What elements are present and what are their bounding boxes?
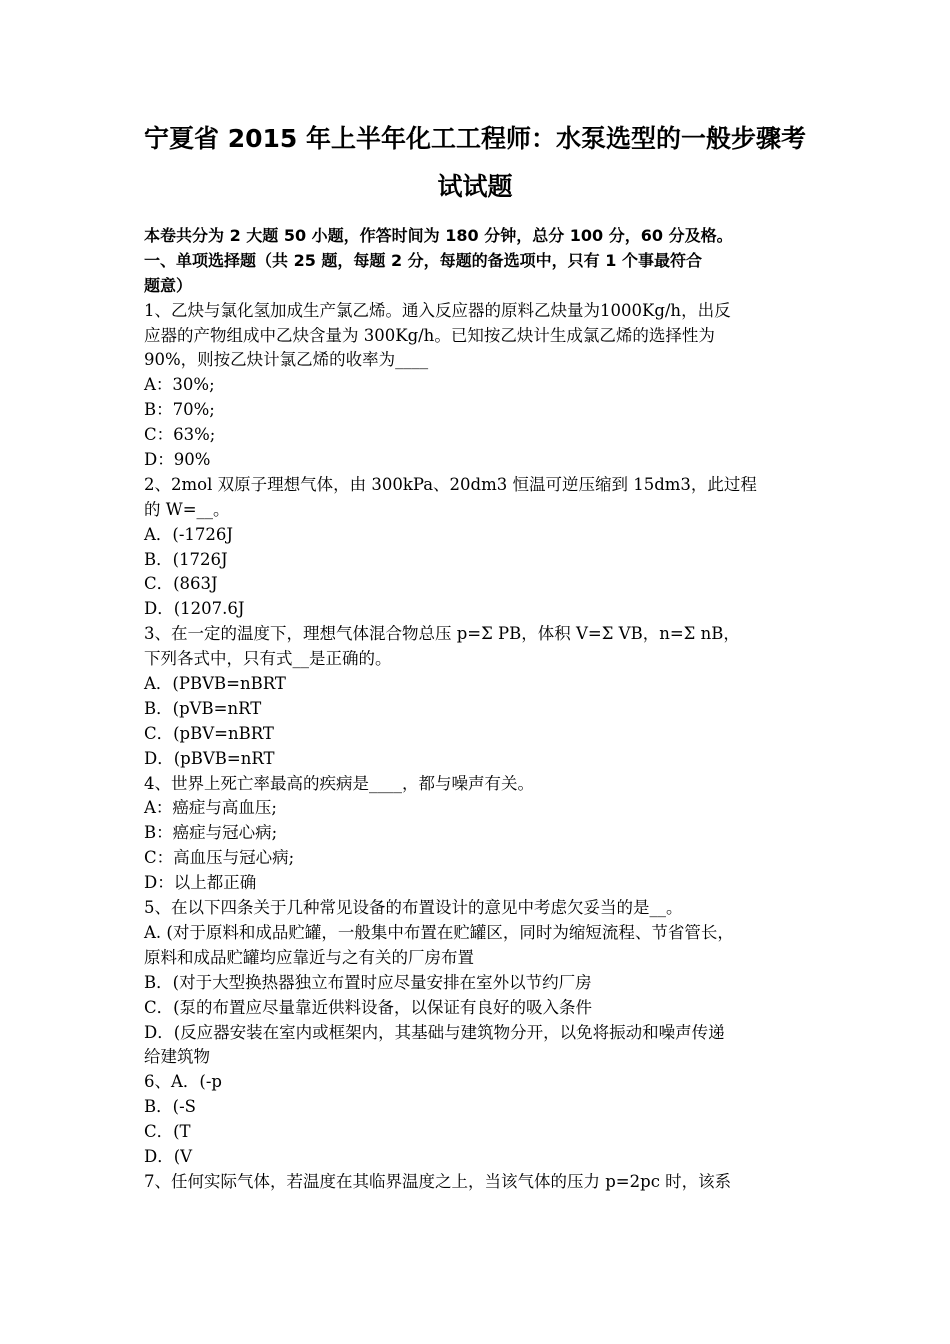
- question-text-line: D．(V: [144, 1146, 193, 1166]
- question-text-line: 5、在以下四条关于几种常见设备的布置设计的意见中考虑欠妥当的是__。: [144, 898, 683, 918]
- document-title-line-1: 宁夏省 2015 年上半年化工工程师：水泵选型的一般步骤考: [144, 124, 806, 153]
- question-text-line: A．(PBVB=nBRT: [144, 674, 286, 694]
- question-text-line: D．(pBVB=nRT: [144, 748, 275, 768]
- question-text-line: D：90%: [144, 450, 211, 470]
- section-text-line: 本卷共分为 2 大题 50 小题，作答时间为 180 分钟，总分 100 分，60 分及格。: [144, 226, 733, 245]
- question-text-line: D．(1207.6J: [144, 599, 245, 619]
- question-text-line: A：癌症与高血压;: [144, 798, 277, 818]
- question-text-line: 2、2mol 双原子理想气体，由 300kPa、20dm3 恒温可逆压缩到 15dm3，此过程: [144, 474, 757, 494]
- question-text-line: D．(反应器安装在室内或框架内，其基础与建筑物分开，以免将振动和噪声传递: [144, 1022, 725, 1042]
- question-text-line: B：癌症与冠心病;: [144, 823, 278, 843]
- question-text-line: C：63%;: [144, 425, 216, 445]
- question-text-line: 1、乙炔与氯化氢加成生产氯乙烯。通入反应器的原料乙炔量为1000Kg/h，出反: [144, 300, 731, 320]
- question-text-line: C．(泵的布置应尽量靠近供料设备，以保证有良好的吸入条件: [144, 997, 593, 1017]
- question-text-line: 7、任何实际气体，若温度在其临界温度之上，当该气体的压力 p=2pc 时，该系: [144, 1171, 732, 1191]
- question-text-line: 6、A．(-p: [144, 1072, 222, 1092]
- question-text-line: C．(863J: [144, 574, 218, 594]
- question-text-line: A．(-1726J: [144, 524, 234, 544]
- section-text-line: 一、单项选择题（共 25 题，每题 2 分，每题的备选项中，只有 1 个事最符合: [144, 250, 702, 270]
- question-text-line: B．(1726J: [144, 549, 228, 569]
- question-text-line: 原料和成品贮罐均应靠近与之有关的厂房布置: [144, 947, 474, 967]
- question-text-line: C．(pBV=nBRT: [144, 723, 274, 743]
- question-text-line: 3、在一定的温度下，理想气体混合物总压 p=Σ PB，体积 V=Σ VB，n=Σ nB，: [144, 624, 740, 644]
- document-title-line-2: 试试题: [437, 172, 513, 201]
- question-text-line: 应器的产物组成中乙炔含量为 300Kg/h。已知按乙炔计生成氯乙烯的选择性为: [144, 325, 715, 345]
- question-text-line: 下列各式中，只有式__是正确的。: [144, 649, 392, 669]
- section-text-line: 题意）: [144, 275, 193, 295]
- question-text-line: 90%，则按乙炔计氯乙烯的收率为____: [144, 350, 429, 370]
- question-text-line: A. (对于原料和成品贮罐，一般集中布置在贮罐区，同时为缩短流程、节省管长，: [144, 922, 734, 942]
- question-text-line: B．(-S: [144, 1097, 196, 1117]
- question-text-line: 给建筑物: [144, 1047, 210, 1067]
- question-text-line: B．(对于大型换热器独立布置时应尽量安排在室外以节约厂房: [144, 972, 592, 992]
- question-text-line: 的 W=__。: [144, 499, 230, 519]
- question-text-line: 4、世界上死亡率最高的疾病是____，都与噪声有关。: [144, 773, 534, 793]
- question-text-line: C．(T: [144, 1122, 191, 1142]
- question-text-line: C：高血压与冠心病;: [144, 848, 295, 868]
- question-text-line: D：以上都正确: [144, 873, 257, 893]
- question-text-line: A：30%;: [144, 375, 215, 395]
- document-body: [144, 224, 808, 1195]
- question-text-line: B：70%;: [144, 400, 215, 420]
- question-text-line: B．(pVB=nRT: [144, 698, 262, 718]
